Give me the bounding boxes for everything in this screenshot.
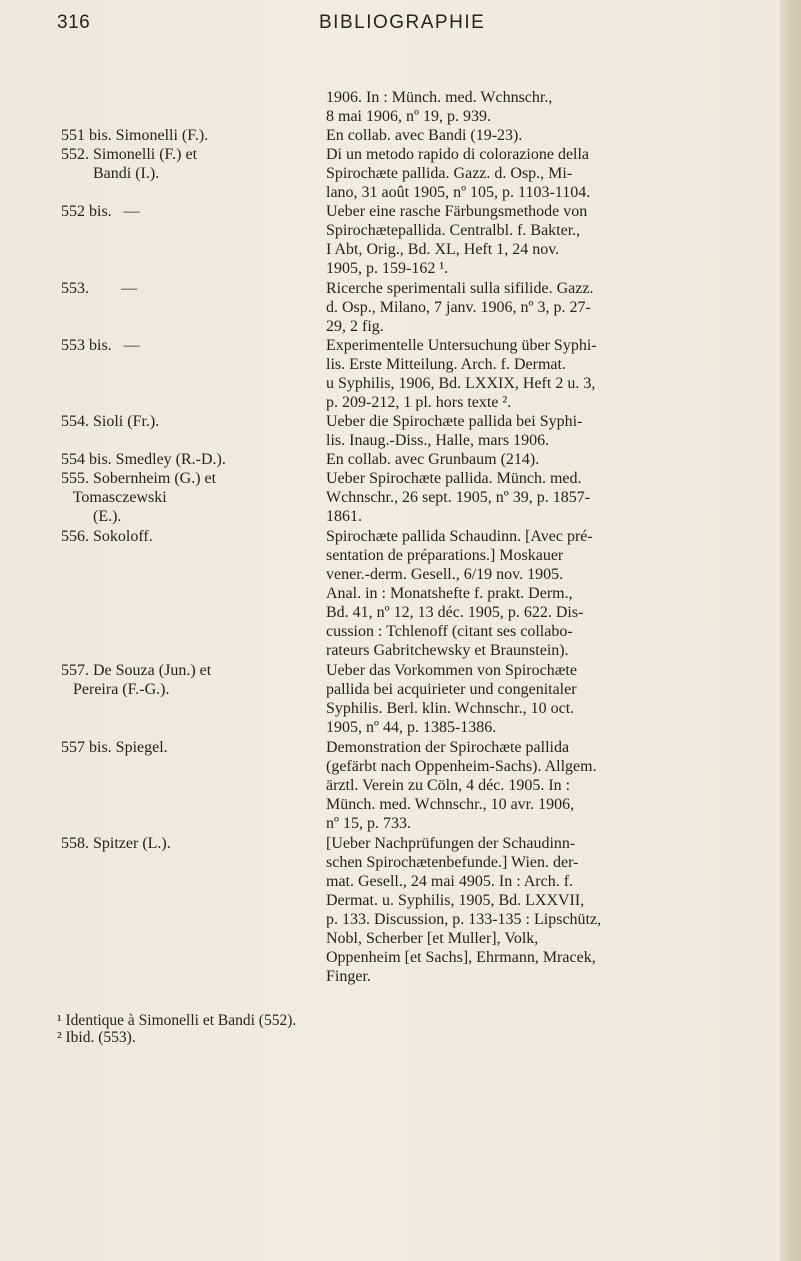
entry-citation (326, 661, 771, 737)
text-line: Oppenheim [et Sachs], Ehrmann, Mracek, (326, 949, 596, 966)
text-line: Spirochæte pallida. Gazz. d. Osp., Mi- (326, 165, 573, 182)
entry-citation (326, 126, 771, 145)
text-line: 1861. (326, 508, 362, 525)
text-line: 1906. In : Münch. med. Wchnschr., (326, 89, 553, 106)
text-line: lis. Inaug.-Diss., Halle, mars 1906. (326, 432, 550, 449)
page-edge (780, 0, 801, 1261)
entry-author: 556. Sokoloff. (61, 528, 153, 545)
entry-citation (326, 336, 771, 412)
text-line: 1905, nº 44, p. 1385-1386. (326, 719, 497, 736)
text-line: Experimentelle Untersuchung über Syphi- (326, 337, 597, 354)
text-line: Münch. med. Wchnschr., 10 avr. 1906, (326, 796, 575, 813)
entry-citation (326, 527, 771, 660)
entry-author: 557. De Souza (Jun.) et Pereira (F.-G.). (61, 662, 212, 698)
text-line: 29, 2 fig. (326, 318, 384, 335)
text-line: I Abt, Orig., Bd. XL, Heft 1, 24 nov. (326, 241, 560, 258)
text-line: cussion : Tchlenoff (citant ses collabo- (326, 623, 573, 640)
entry-citation (326, 145, 771, 202)
text-line: [Ueber Nachprüfungen der Schaudinn- (326, 835, 576, 852)
entry-author: 557 bis. Spiegel. (61, 739, 168, 756)
text-line: u Syphilis, 1906, Bd. LXXIX, Heft 2 u. 3, (326, 375, 596, 392)
page-number: 316 (57, 12, 91, 33)
footnote: ² Ibid. (553). (57, 1029, 136, 1046)
text-line: Di un metodo rapido di colorazione della (326, 146, 590, 163)
entry-citation (326, 469, 771, 526)
entry-author: 554. Sioli (Fr.). (61, 413, 160, 430)
entry-author: 558. Spitzer (L.). (61, 835, 171, 852)
text-line: Wchnschr., 26 sept. 1905, nº 39, p. 1857- (326, 489, 591, 506)
entry-citation (326, 450, 771, 469)
entry-author: 552. Simonelli (F.) et Bandi (I.). (61, 146, 198, 182)
text-line: 1905, p. 159-162 ¹. (326, 260, 449, 277)
entry-author: 552 bis. — (61, 203, 140, 220)
entry-author: 554 bis. Smedley (R.-D.). (61, 451, 226, 468)
text-line: pallida bei acquirieter und congenitaler (326, 681, 577, 698)
entry-author: 551 bis. Simonelli (F.). (61, 127, 209, 144)
entry-citation (326, 202, 771, 278)
text-line: Ueber eine rasche Färbungsmethode von (326, 203, 588, 220)
footnote: ¹ Identique à Simonelli et Bandi (552). (57, 1012, 297, 1029)
text-line: schen Spirochætenbefunde.] Wien. der- (326, 854, 579, 871)
text-line: En collab. avec Grunbaum (214). (326, 451, 540, 468)
entry-citation (326, 738, 771, 833)
text-line: Spirochæte pallida Schaudinn. [Avec pré- (326, 528, 593, 545)
text-line: vener.-derm. Gesell., 6/19 nov. 1905. (326, 566, 564, 583)
entry-citation (326, 834, 771, 986)
text-line: p. 209-212, 1 pl. hors texte ². (326, 394, 512, 411)
text-line: mat. Gesell., 24 mai 4905. In : Arch. f. (326, 873, 574, 890)
text-line: Ricerche sperimentali sulla sifilide. Gazz. (326, 280, 594, 297)
entry-author: 553. — (61, 280, 137, 297)
entry-citation (326, 412, 771, 450)
text-line: (gefärbt nach Oppenheim-Sachs). Allgem. (326, 758, 597, 775)
text-line: Syphilis. Berl. klin. Wchnschr., 10 oct. (326, 700, 575, 717)
text-line: Finger. (326, 968, 371, 985)
text-line: ärztl. Verein zu Cöln, 4 déc. 1905. In : (326, 777, 571, 794)
text-line: En collab. avec Bandi (19-23). (326, 127, 523, 144)
text-line: Ueber Spirochæte pallida. Münch. med. (326, 470, 582, 487)
text-line: rateurs Gabritchewsky et Braunstein). (326, 642, 569, 659)
running-title: BIBLIOGRAPHIE (319, 12, 486, 33)
text-line: Spirochætepallida. Centralbl. f. Bakter., (326, 222, 581, 239)
text-line: lano, 31 août 1905, nº 105, p. 1103-1104. (326, 184, 591, 201)
text-line: Dermat. u. Syphilis, 1905, Bd. LXXVII, (326, 892, 585, 909)
entry-author: 555. Sobernheim (G.) et Tomasczewski (E.). (61, 470, 217, 525)
text-line: Nobl, Scherber [et Muller], Volk, (326, 930, 539, 947)
entry-author: 553 bis. — (61, 337, 140, 354)
text-line: sentation de préparations.] Moskauer (326, 547, 564, 564)
text-line: 8 mai 1906, nº 19, p. 939. (326, 108, 491, 125)
text-line: Ueber die Spirochæte pallida bei Syphi- (326, 413, 583, 430)
text-line: lis. Erste Mitteilung. Arch. f. Dermat. (326, 356, 566, 373)
entry-citation (326, 279, 771, 336)
text-line: Bd. 41, nº 12, 13 déc. 1905, p. 622. Dis- (326, 604, 584, 621)
text-line: nº 15, p. 733. (326, 815, 411, 832)
intro-continuation (326, 88, 771, 126)
text-line: d. Osp., Milano, 7 janv. 1906, nº 3, p. 27- (326, 299, 591, 316)
text-line: Anal. in : Monatshefte f. prakt. Derm., (326, 585, 573, 602)
text-line: Demonstration der Spirochæte pallida (326, 739, 570, 756)
text-line: Ueber das Vorkommen von Spirochæte (326, 662, 577, 679)
text-line: p. 133. Discussion, p. 133-135 : Lipschütz, (326, 911, 602, 928)
